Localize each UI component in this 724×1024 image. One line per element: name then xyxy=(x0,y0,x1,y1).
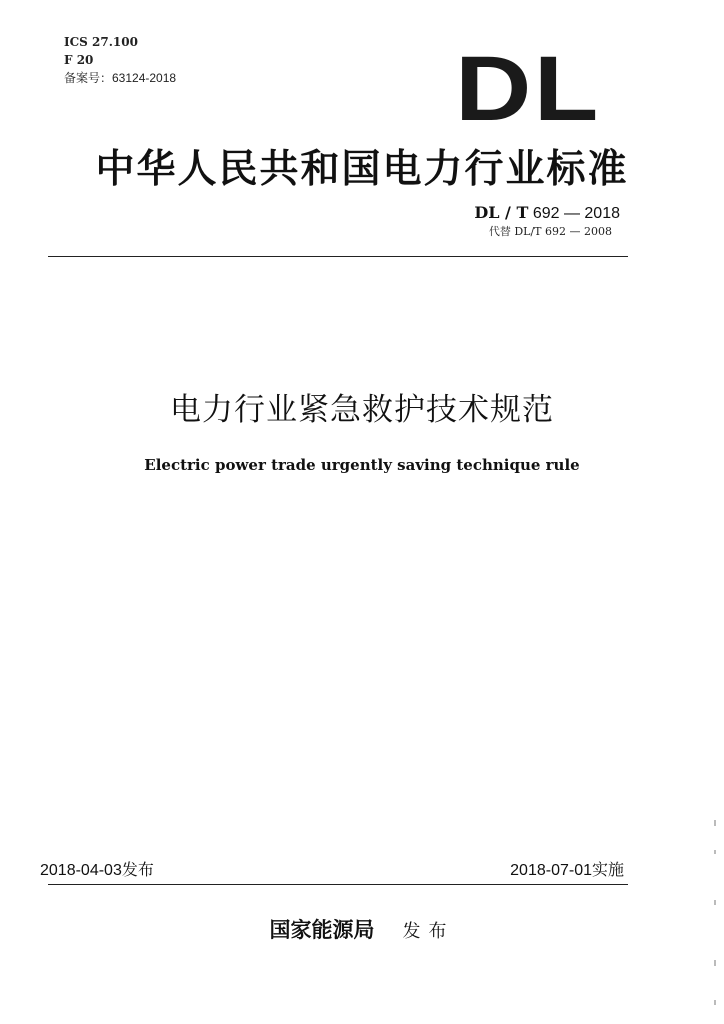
issuer-name: 国家能源局 xyxy=(269,917,375,942)
scan-artifact xyxy=(714,960,716,966)
document-title-english: Electric power trade urgently saving technique rule xyxy=(144,456,580,474)
category-code: F 20 xyxy=(64,53,94,67)
issuer-line xyxy=(0,916,724,946)
header-divider xyxy=(48,256,628,257)
document-title-chinese: 电力行业紧急救护技术规范 xyxy=(170,392,554,428)
implementation-date: 2018-07-01实施 xyxy=(510,862,624,879)
filing-number: 备案号：63124-2018 xyxy=(64,71,177,85)
footer-divider xyxy=(48,884,628,885)
scan-artifact xyxy=(714,820,716,826)
standard-number-value: 692 — 2018 xyxy=(532,205,620,222)
scan-artifact xyxy=(714,900,716,905)
standard-number xyxy=(474,203,620,224)
ics-code: ICS 27.100 xyxy=(64,35,138,49)
replaces-standard: 代替 DL/T 692 — 2008 xyxy=(488,225,612,238)
dl-logo-text: DL xyxy=(455,38,601,140)
issuer-action: 发布 xyxy=(402,921,455,942)
dl-logo xyxy=(455,38,645,140)
issue-date: 2018-04-03发布 xyxy=(40,862,154,879)
scan-artifact xyxy=(714,850,716,854)
standard-type-title: 中华人民共和国电力行业标准 xyxy=(95,146,629,192)
scan-artifact xyxy=(714,1000,716,1005)
standard-number-prefix: DL / T xyxy=(474,203,529,222)
